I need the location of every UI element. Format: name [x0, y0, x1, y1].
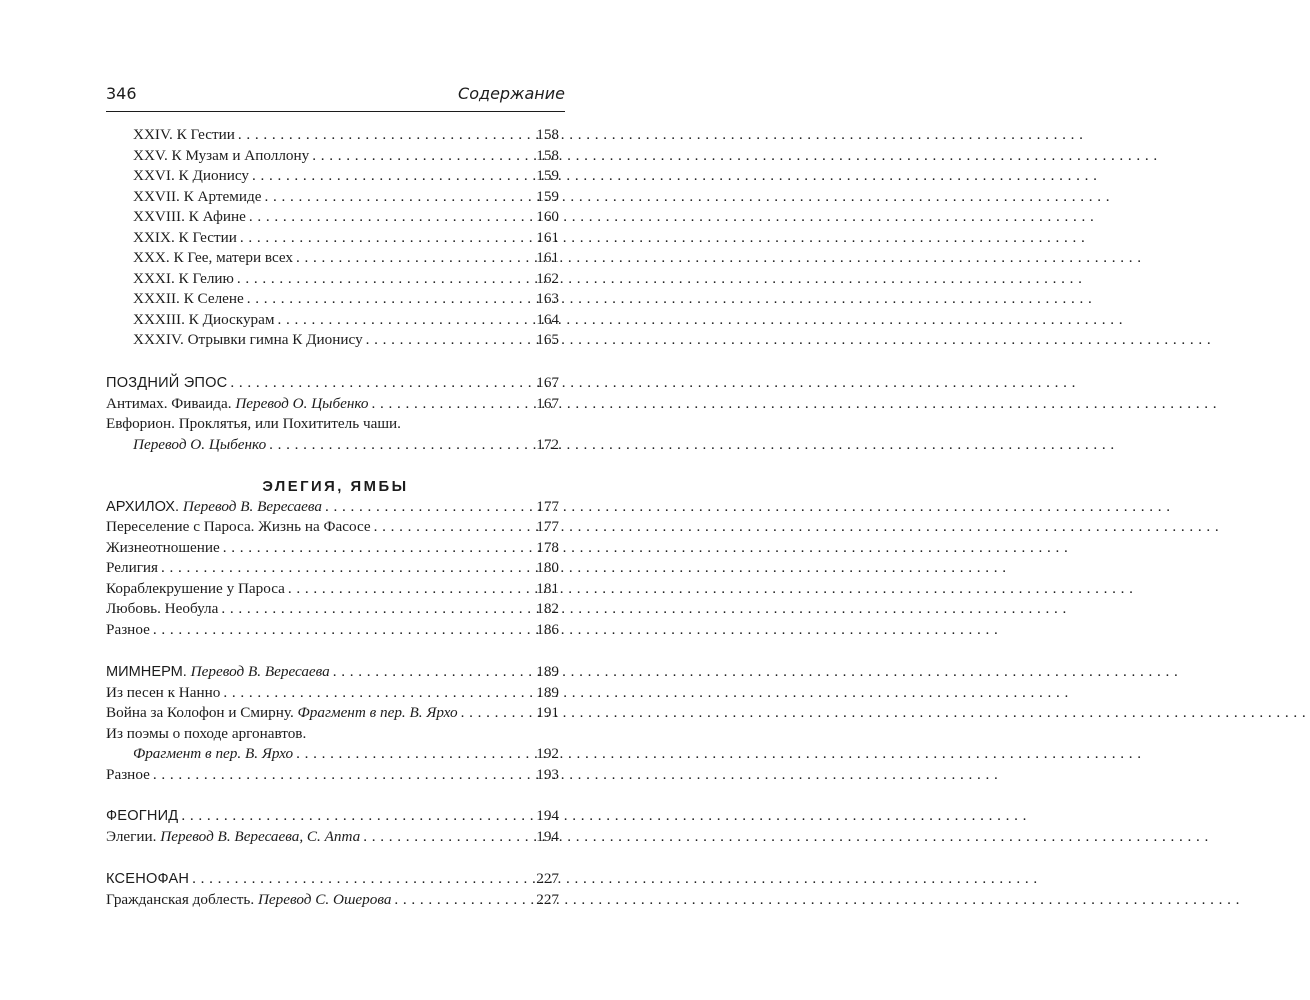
entry-title: Жизнеотношение: [106, 539, 220, 556]
entry-page: 160: [536, 208, 559, 225]
entry-title: XXIV. К Гестии: [133, 126, 235, 143]
entry-page: 178: [536, 539, 559, 556]
dot-leader: [153, 765, 533, 785]
entry-page: 158: [536, 147, 559, 164]
translator-credit: Перевод В. Вересаева, С. Апта: [160, 828, 361, 845]
fragment-credit: Фрагмент в пер. В. Ярхо: [297, 704, 458, 721]
toc-entry: [106, 517, 559, 537]
entry-title: Война за Колофон и Смирну. Фрагмент в пер. В. Ярхо: [106, 704, 458, 721]
dot-leader: [296, 248, 533, 268]
entry-title: [106, 497, 325, 517]
toc-entry: [133, 228, 559, 248]
fragment-credit: Фрагмент в пер. В. Ярхо: [133, 745, 294, 762]
entry-page: 194: [536, 828, 559, 845]
toc-entry: [133, 248, 559, 268]
toc-entry: [106, 538, 559, 558]
toc-entry: [133, 146, 559, 166]
dot-leader: [192, 869, 533, 889]
author-name: ПОЗДНИЙ ЭПОС: [106, 375, 228, 391]
toc-entry-continued: [133, 744, 559, 764]
entry-title-line: Евфорион. Проклятья, или Похититель чаши.: [106, 415, 401, 432]
toc-entry: [106, 890, 559, 910]
entry-page: 172: [536, 436, 559, 453]
dot-leader: [153, 620, 533, 640]
dot-leader: [161, 558, 533, 578]
entry-title: XXVII. К Артемиде: [133, 188, 262, 205]
toc-entry: [106, 620, 559, 640]
running-title: Содержание: [458, 84, 565, 103]
toc-entry: [106, 558, 559, 578]
entry-page: 189: [536, 663, 559, 680]
dot-leader: [238, 125, 533, 145]
author-name: КСЕНОФАН: [106, 871, 190, 887]
toc-author-heading: [106, 373, 559, 393]
entry-title: Из песен к Нанно: [106, 684, 221, 701]
toc-entry: [133, 269, 559, 289]
dot-leader: [240, 228, 533, 248]
entry-page: 189: [536, 684, 559, 701]
entry-page: 192: [536, 745, 559, 762]
dot-leader: [230, 373, 533, 393]
entry-title: Религия: [106, 559, 159, 576]
dot-leader: [278, 310, 534, 330]
entry-page: 161: [536, 229, 559, 246]
toc-entry: [133, 207, 559, 227]
toc-entry: [133, 330, 559, 350]
toc-author-heading: [106, 806, 559, 826]
entry-page: 182: [536, 600, 559, 617]
dot-leader: [223, 538, 533, 558]
dot-leader: [181, 806, 533, 826]
entry-title: XXXIII. К Диоскурам: [133, 311, 275, 328]
dot-leader: [374, 517, 534, 537]
toc-entry: [106, 599, 559, 619]
dot-leader: [247, 289, 533, 309]
entry-title: XXVIII. К Афине: [133, 208, 246, 225]
entry-page: 177: [536, 518, 559, 535]
entry-page: 158: [536, 126, 559, 143]
dot-leader: [363, 827, 533, 847]
toc-entry: [133, 310, 559, 330]
toc-author-heading: [106, 662, 559, 682]
entry-page: 186: [536, 621, 559, 638]
entry-title: XXV. К Музам и Аполлону: [133, 147, 310, 164]
toc-entry: [106, 394, 559, 414]
entry-title: Гражданская доблесть. Перевод С. Ошерова: [106, 891, 392, 908]
entry-title: Кораблекрушение у Пароса: [106, 580, 285, 597]
entry-page: 165: [536, 331, 559, 348]
entry-page: 164: [536, 311, 559, 328]
book-page: [0, 0, 648, 1000]
entry-page: 159: [536, 167, 559, 184]
entry-page: 191: [536, 704, 559, 721]
toc-entry-continued: [133, 435, 559, 455]
toc-author-heading: [106, 497, 559, 517]
toc-author-heading: [106, 869, 559, 889]
page-number: 346: [106, 84, 137, 103]
header-rule: [106, 111, 565, 112]
dot-leader: [237, 269, 533, 289]
toc-entry: [133, 187, 559, 207]
author-name: ФЕОГНИД: [106, 808, 179, 824]
entry-title: Переселение с Пароса. Жизнь на Фасосе: [106, 518, 371, 535]
author-name: МИМНЕРМ.: [106, 664, 187, 680]
entry-page: 193: [536, 766, 559, 783]
dot-leader: [249, 207, 533, 227]
dot-leader: [223, 683, 533, 703]
dot-leader: [269, 435, 533, 455]
toc-entry: [133, 166, 559, 186]
toc-entry: [106, 827, 559, 847]
entry-page: 180: [536, 559, 559, 576]
entry-title: Разное: [106, 766, 150, 783]
dot-leader: [366, 330, 534, 350]
entry-page: 194: [536, 807, 559, 824]
entry-page: 161: [536, 249, 559, 266]
entry-page: 181: [536, 580, 559, 597]
section-heading: ЭЛЕГИЯ, ЯМБЫ: [262, 479, 409, 495]
dot-leader: [461, 703, 534, 723]
entry-title: Любовь. Необула: [106, 600, 219, 617]
translator-credit: Перевод В. Вересаева: [190, 663, 330, 680]
dot-leader: [265, 187, 534, 207]
translator-credit: Перевод В. Вересаева: [182, 498, 323, 515]
entry-title: XXX. К Гее, матери всех: [133, 249, 294, 266]
toc-entry: [106, 703, 559, 723]
entry-title: XXXI. К Гелию: [133, 270, 234, 287]
toc-entry: [106, 683, 559, 703]
entry-title: Разное: [106, 621, 150, 638]
entry-page: 167: [536, 395, 559, 412]
entry-title: XXXIV. Отрывки гимна К Дионису: [133, 331, 363, 348]
dot-leader: [312, 146, 533, 166]
dot-leader: [296, 744, 533, 764]
entry-page: 167: [536, 374, 559, 391]
translator-credit: Перевод О. Цыбенко: [235, 395, 369, 412]
toc-entry: [106, 765, 559, 785]
entry-title: Элегии. Перевод В. Вересаева, С. Апта: [106, 828, 361, 845]
dot-leader: [394, 890, 533, 910]
dot-leader: [288, 579, 533, 599]
entry-title: Антимах. Фиваида. Перевод О. Цыбенко: [106, 395, 369, 412]
entry-title: XXVI. К Дионису: [133, 167, 249, 184]
entry-page: 227: [536, 891, 559, 908]
dot-leader: [333, 662, 533, 682]
entry-title: [106, 662, 333, 682]
dot-leader: [372, 394, 534, 414]
entry-page: 159: [536, 188, 559, 205]
dot-leader: [325, 497, 533, 517]
translator-credit: Перевод О. Цыбенко: [133, 436, 267, 453]
entry-page: 227: [536, 870, 559, 887]
entry-page: 163: [536, 290, 559, 307]
entry-title: XXIX. К Гестии: [133, 229, 237, 246]
running-header: [106, 84, 565, 108]
entry-page: 177: [536, 498, 559, 515]
dot-leader: [252, 166, 533, 186]
toc-entry: [106, 579, 559, 599]
translator-credit: Перевод С. Ошерова: [257, 891, 392, 908]
entry-title-line: Из поэмы о походе аргонавтов.: [106, 725, 307, 742]
entry-page: 162: [536, 270, 559, 287]
toc-entry: [133, 289, 559, 309]
dot-leader: [221, 599, 533, 619]
toc-entry: [133, 125, 559, 145]
entry-title: XXXII. К Селене: [133, 290, 244, 307]
author-name: АРХИЛОХ.: [106, 499, 180, 515]
